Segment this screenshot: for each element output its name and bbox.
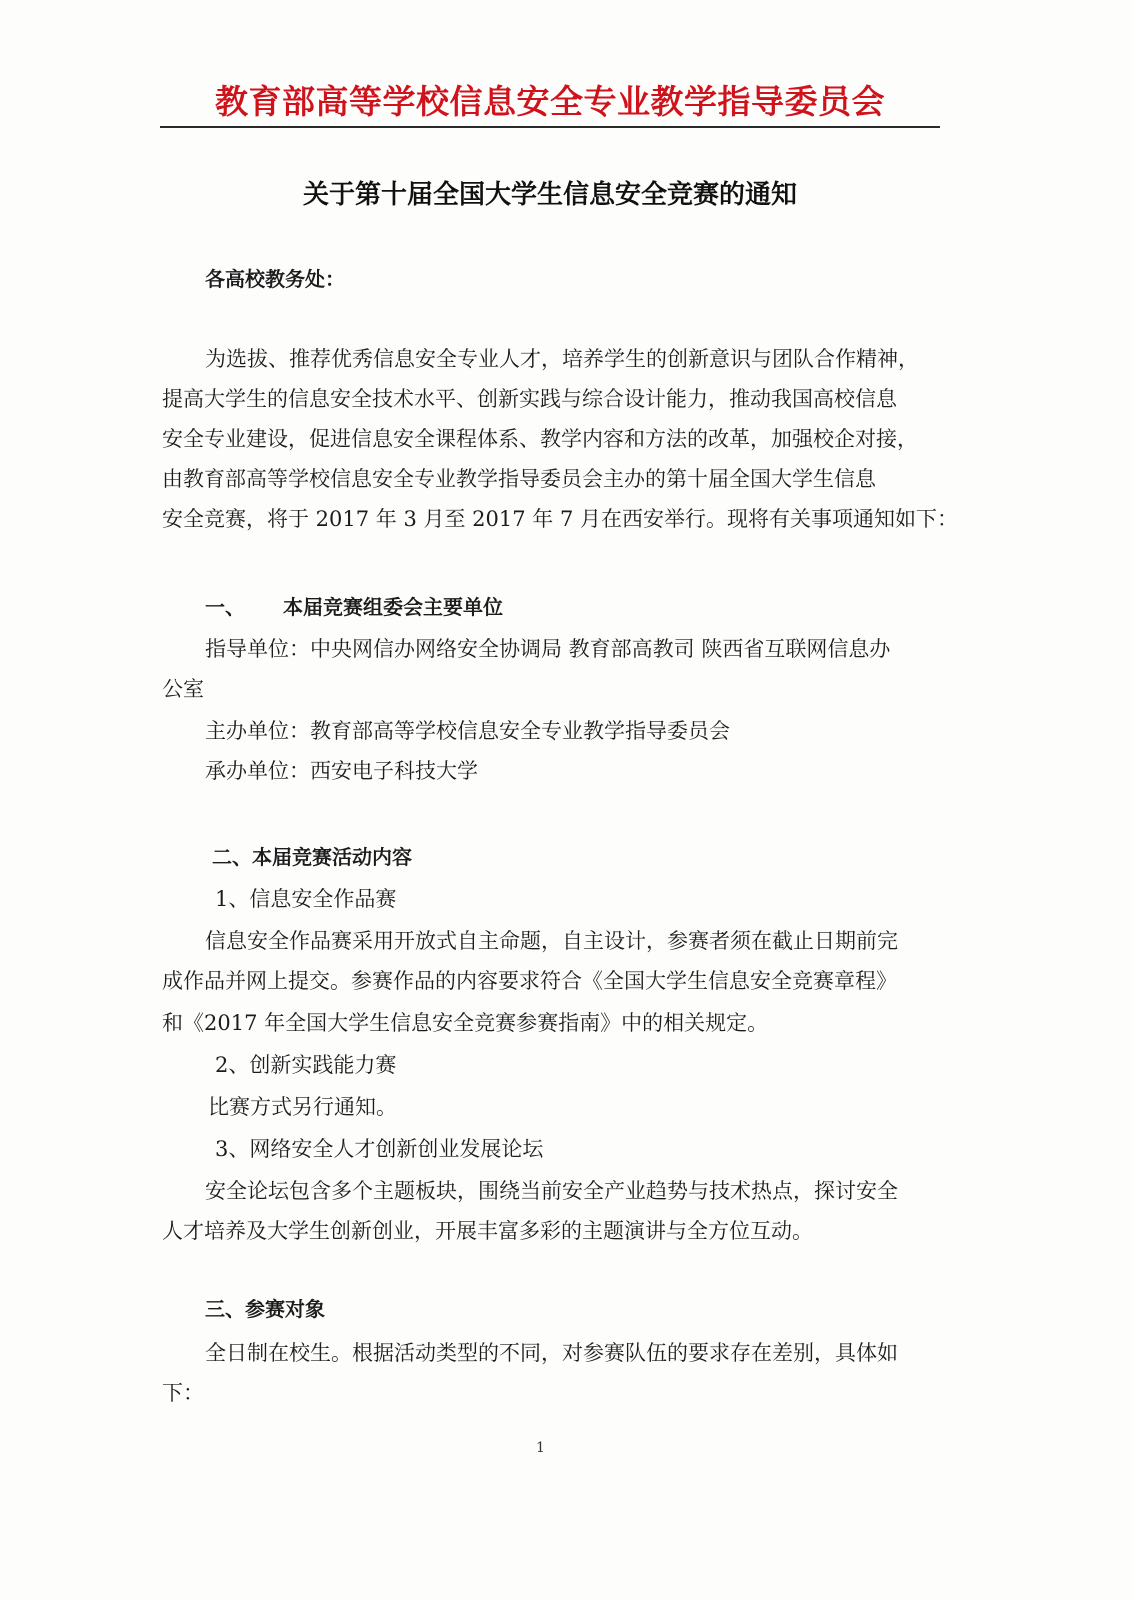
letterhead-rule: [160, 126, 940, 128]
item-3-title: 3、网络安全人才创新创业发展论坛: [215, 1137, 544, 1161]
section-1-heading: [205, 592, 503, 622]
item-2-text: 比赛方式另行通知。: [208, 1095, 397, 1119]
guide-units-cont: 公室: [162, 677, 204, 701]
item-1-title: 1、信息安全作品赛: [215, 887, 397, 911]
section-3-text: 全日制在校生。根据活动类型的不同，对参赛队伍的要求存在差别，具体如: [205, 1341, 898, 1365]
intro-line: 安全竞赛，将于 2017 年 3 月至 2017 年 7 月在西安举行。现将有关事项通知如下：: [162, 507, 959, 531]
letterhead: 教育部高等学校信息安全专业教学指导委员会: [215, 82, 885, 121]
intro-line: 为选拔、推荐优秀信息安全专业人才，培养学生的创新意识与团队合作精神，: [205, 347, 919, 371]
item-1-text: 和《2017 年全国大学生信息安全竞赛参赛指南》中的相关规定。: [162, 1011, 769, 1035]
section-2-heading: 二、本届竞赛活动内容: [212, 845, 412, 869]
item-3-text: 安全论坛包含多个主题板块，围绕当前安全产业趋势与技术热点，探讨安全: [205, 1179, 898, 1203]
section-3-heading: 三、参赛对象: [205, 1297, 325, 1321]
addressee: 各高校教务处：: [205, 267, 345, 291]
section-1-number: 一、: [205, 595, 245, 619]
intro-line: 提高大学生的信息安全技术水平、创新实践与综合设计能力，推动我国高校信息: [162, 387, 897, 411]
intro-line: 由教育部高等学校信息安全专业教学指导委员会主办的第十届全国大学生信息: [162, 467, 876, 491]
section-3-text: 下：: [162, 1381, 204, 1405]
organizer-unit: 承办单位：西安电子科技大学: [205, 759, 478, 783]
item-3-text: 人才培养及大学生创新创业，开展丰富多彩的主题演讲与全方位互动。: [162, 1219, 813, 1243]
page-number: 1: [536, 1440, 545, 1456]
guide-units: 指导单位：中央网信办网络安全协调局 教育部高教司 陕西省互联网信息办: [205, 637, 891, 661]
item-1-text: 成作品并网上提交。参赛作品的内容要求符合《全国大学生信息安全竞赛章程》: [162, 969, 897, 993]
item-2-title: 2、创新实践能力赛: [215, 1053, 397, 1077]
host-unit: 主办单位：教育部高等学校信息安全专业教学指导委员会: [205, 719, 730, 743]
intro-line: 安全专业建设，促进信息安全课程体系、教学内容和方法的改革，加强校企对接，: [162, 427, 918, 451]
section-1-title: 本届竞赛组委会主要单位: [283, 595, 503, 619]
notice-title: 关于第十届全国大学生信息安全竞赛的通知: [302, 180, 797, 210]
item-1-text: 信息安全作品赛采用开放式自主命题，自主设计，参赛者须在截止日期前完: [205, 929, 898, 953]
